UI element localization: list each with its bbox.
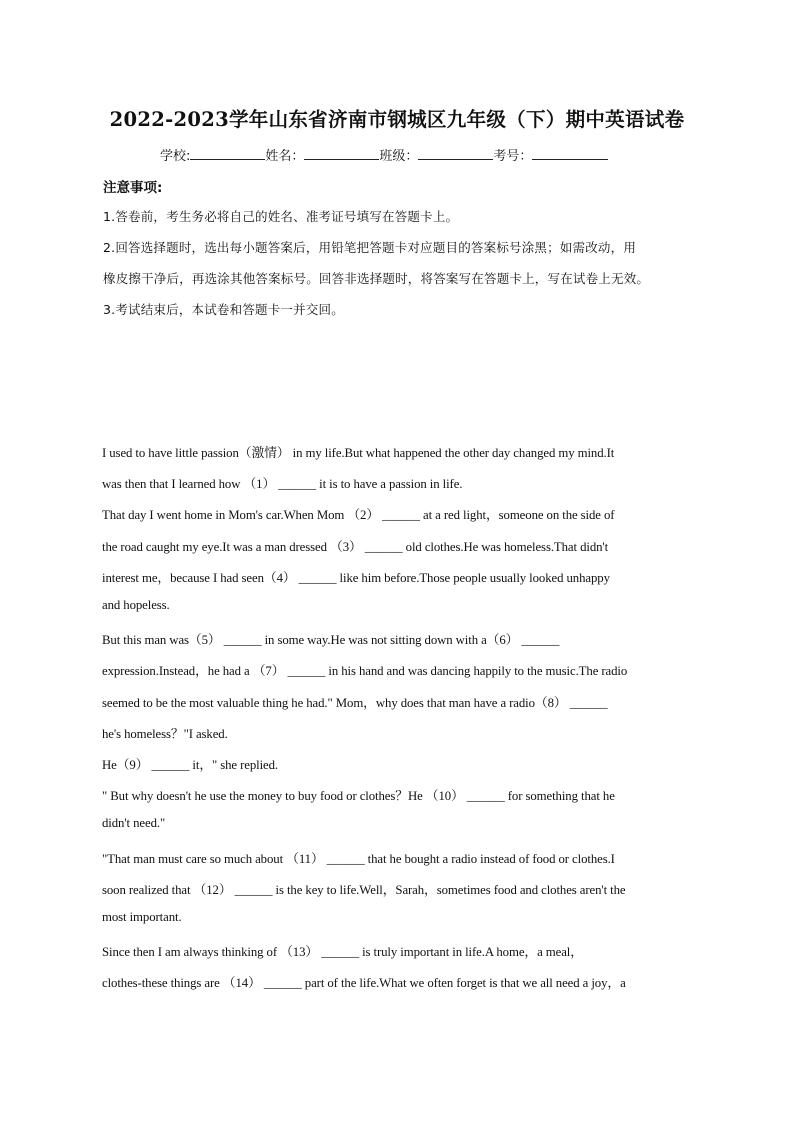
- passage-line: " But why doesn't he use the money to buy food or clothes？He （10） ______ for something that he: [102, 789, 615, 803]
- note-item: 1.答卷前，考生务必将自己的姓名、准考证号填写在答题卡上。: [103, 209, 459, 224]
- passage-line: the road caught my eye.It was a man dressed （3） ______ old clothes.He was homeless.That didn't: [102, 540, 609, 554]
- passage-line: was then that I learned how （1） ______ it is to have a passion in life.: [102, 477, 463, 491]
- passage-line: seemed to be the most valuable thing he had." Mom，why does that man have a radio（8） ______: [102, 696, 608, 710]
- passage-line: didn't need.": [102, 816, 166, 830]
- passage-line: expression.Instead，he had a （7） ______ in his hand and was dancing happily to the music.The radio: [102, 664, 628, 678]
- passage-line: "That man must care so much about （11） ______ that he bought a radio instead of food or clothes.I: [102, 852, 615, 866]
- note-item: 橡皮擦干净后，再选涂其他答案标号。回答非选择题时，将答案写在答题卡上，写在试卷上无效。: [103, 271, 650, 286]
- passage-line: Since then I am always thinking of （13） ______ is truly important in life.A home，a meal，: [102, 945, 583, 959]
- student-info-row: [160, 145, 608, 164]
- school-label: 学校:: [160, 149, 191, 164]
- passage-line: That day I went home in Mom's car.When Mom （2） ______ at a red light，someone on the side of: [102, 508, 615, 522]
- notes-heading: 注意事项:: [103, 180, 163, 196]
- passage-line: But this man was（5） ______ in some way.He was not sitting down with a（6） ______: [102, 633, 560, 647]
- name-label: 姓名：: [265, 149, 305, 164]
- note-item: 3.考试结束后，本试卷和答题卡一并交回。: [103, 302, 344, 317]
- page-title: 2022-2023学年山东省济南市钢城区九年级（下）期中英语试卷: [109, 108, 685, 131]
- class-label: 班级：: [379, 149, 419, 164]
- school-blank: [190, 147, 265, 160]
- passage-line: soon realized that （12） ______ is the key to life.Well，Sarah，sometimes food and clothes aren't the: [102, 883, 626, 897]
- exam-number-blank: [532, 147, 608, 160]
- passage-line: and hopeless.: [102, 598, 170, 612]
- passage-line: I used to have little passion（激情） in my life.But what happened the other day changed my mind.It: [102, 446, 615, 460]
- exam-number-label: 考号：: [493, 149, 533, 164]
- passage-line: he's homeless？"I asked.: [102, 727, 228, 741]
- passage-line: clothes-these things are （14） ______ part of the life.What we often forget is that we all need a joy，a: [102, 976, 626, 990]
- name-blank: [304, 147, 379, 160]
- note-item: 2.回答选择题时，选出每小题答案后，用铅笔把答题卡对应题目的答案标号涂黑；如需改动，用: [103, 240, 637, 255]
- passage-line: He（9） ______ it，" she replied.: [102, 758, 279, 772]
- class-blank: [418, 147, 493, 160]
- passage-line: most important.: [102, 910, 182, 924]
- passage-line: interest me，because I had seen（4） ______ like him before.Those people usually looked unhappy: [102, 571, 610, 585]
